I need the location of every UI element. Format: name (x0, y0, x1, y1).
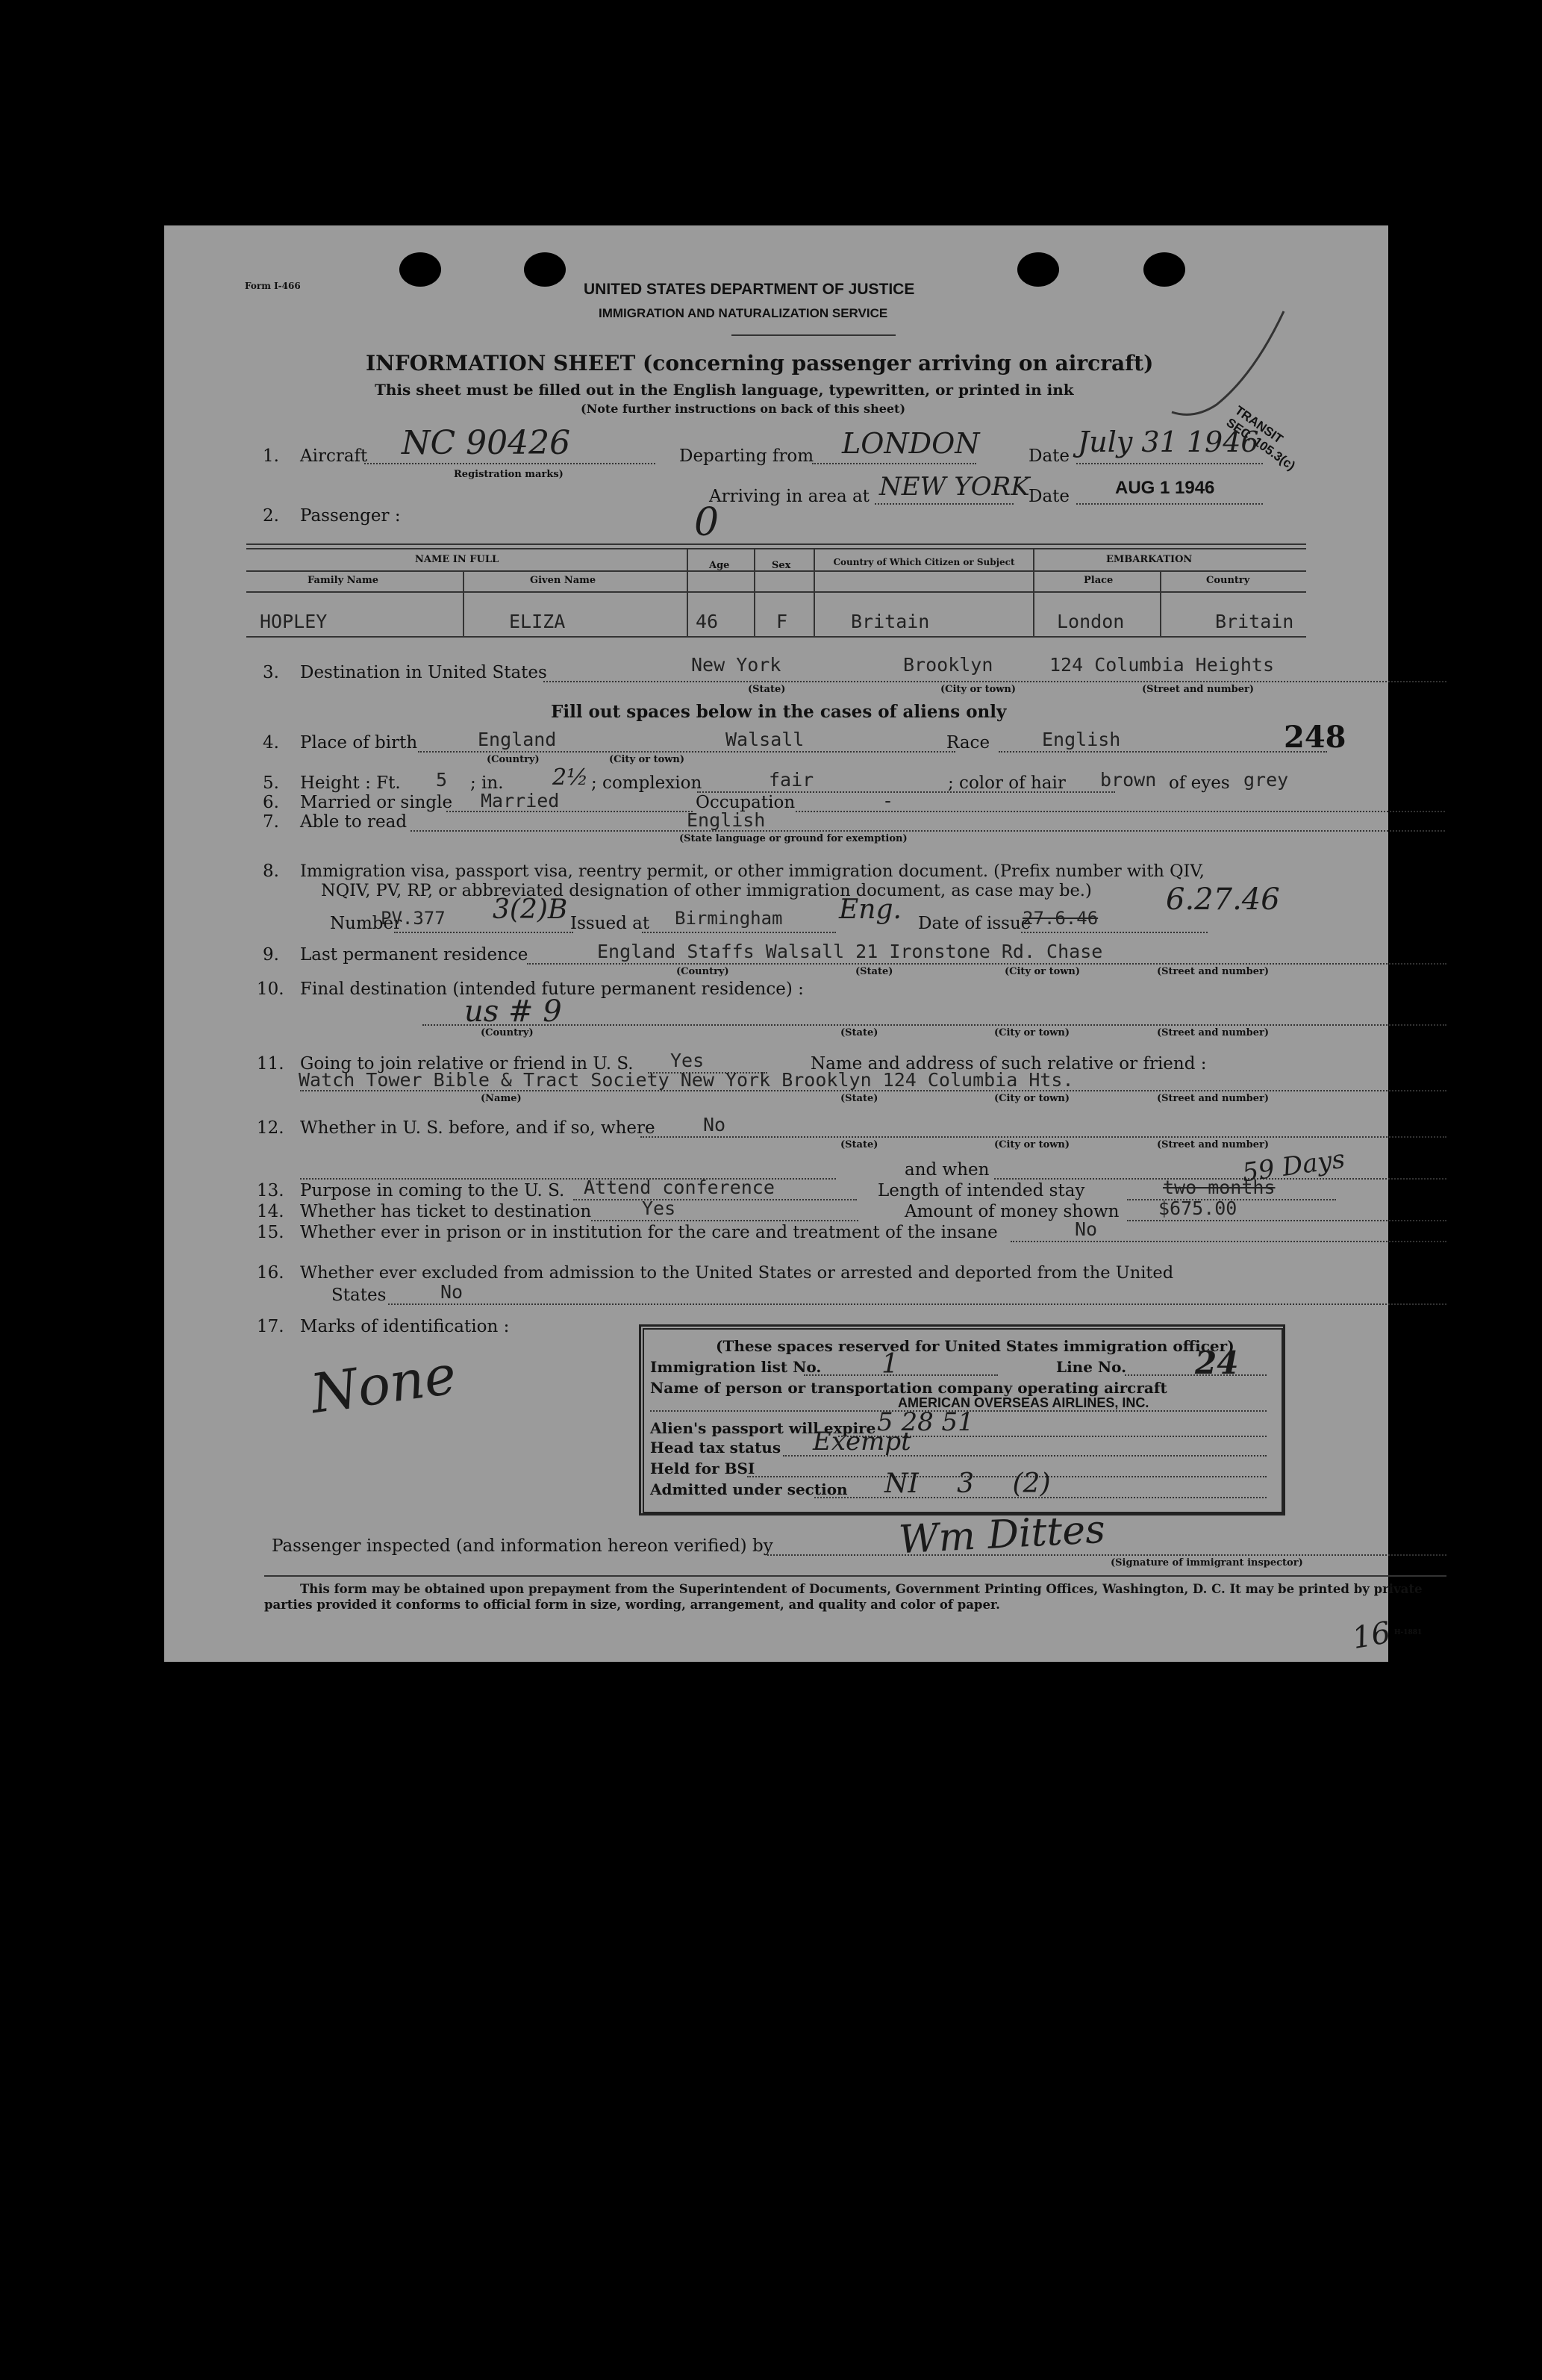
aliens-heading: Fill out spaces below in the cases of aliens only (551, 702, 1007, 722)
punch-hole (399, 252, 441, 287)
information-sheet (164, 225, 1423, 1662)
race-label: Race (946, 733, 990, 753)
citizen-value: Britain (851, 611, 930, 632)
marks-label: Marks of identification : (300, 1317, 510, 1336)
item-number: 2. (263, 506, 279, 526)
passenger-label: Passenger : (300, 506, 401, 526)
last-residence-label: Last permanent residence (300, 945, 528, 965)
punch-hole (1017, 252, 1059, 287)
handwritten-mark: 0 (694, 500, 720, 545)
city-caption: (City or town) (994, 1093, 1070, 1104)
visa-text-line-1: Immigration visa, passport visa, reentry permit, or other immigration document. (Prefix number with QIV, (300, 862, 1205, 881)
form-number: Form I-466 (245, 281, 301, 291)
punch-hole (524, 252, 566, 287)
item-number: 3. (263, 663, 279, 682)
fill-line (812, 463, 976, 464)
state-caption: (State) (748, 684, 786, 695)
item-number: 5. (263, 773, 279, 793)
able-to-read-value: English (687, 809, 766, 831)
married-value: Married (481, 790, 560, 811)
immigration-list-value: 1 (881, 1349, 899, 1380)
date-label: Date (1028, 446, 1070, 466)
issued-country-value: Eng. (839, 894, 902, 925)
stay-handwritten-value: 59 Days (1240, 1144, 1347, 1189)
occupation-label: Occupation (696, 793, 796, 812)
date-of-issue-label: Date of issue (918, 914, 1031, 933)
height-label: Height : Ft. (300, 773, 401, 793)
transit-stamp: TRANSIT SEC. 105.3(c) (1223, 403, 1298, 473)
street-caption: (Street and number) (1157, 1093, 1269, 1104)
operator-value: AMERICAN OVERSEAS AIRLINES, INC. (898, 1395, 1149, 1410)
fill-line (1076, 463, 1263, 464)
place-of-birth-label: Place of birth (300, 733, 418, 753)
excluded-label-line-1: Whether ever excluded from admission to the United States or arrested and deported from the United (300, 1263, 1174, 1283)
fill-line (591, 1220, 858, 1221)
fill-line (388, 1303, 1446, 1305)
item-number: 8. (263, 862, 279, 881)
country-caption: (Country) (481, 1027, 534, 1038)
final-destination-value: us # 9 (464, 994, 562, 1029)
item-number: 17. (257, 1317, 284, 1336)
destination-street-value: 124 Columbia Heights (1049, 654, 1275, 676)
destination-state-value: New York (691, 654, 781, 676)
street-caption: (Street and number) (1142, 684, 1254, 695)
instructions-note: (Note further instructions on back of this sheet) (581, 402, 906, 416)
embarkation-header: EMBARKATION (1106, 554, 1193, 565)
inches-label: ; in. (470, 773, 504, 793)
department-title: UNITED STATES DEPARTMENT OF JUSTICE (584, 281, 915, 298)
complexion-value: fair (769, 769, 814, 791)
departing-value: LONDON (842, 427, 980, 460)
country-header: Country (1206, 575, 1250, 586)
street-caption: (Street and number) (1157, 1139, 1269, 1150)
operator-label: Name of person or transportation company operating aircraft (650, 1379, 1167, 1397)
state-caption: (State) (840, 1027, 878, 1038)
occupation-value: - (882, 790, 894, 811)
item-number: 13. (257, 1181, 284, 1200)
visa-class-value: 3(2)B (493, 894, 568, 925)
money-label: Amount of money shown (905, 1202, 1120, 1221)
item-number: 7. (263, 812, 279, 832)
before-where-value: No (703, 1114, 726, 1136)
and-when-label: and when (905, 1160, 990, 1180)
hair-color-label: ; color of hair (948, 773, 1066, 793)
sex-header: Sex (772, 560, 791, 571)
country-caption: (Country) (487, 754, 540, 765)
final-destination-label: Final destination (intended future permanent residence) : (300, 979, 804, 999)
length-of-stay-label: Length of intended stay (878, 1181, 1085, 1200)
divider (731, 334, 896, 336)
given-name-header: Given Name (530, 575, 596, 586)
able-to-read-label: Able to read (300, 812, 408, 832)
name-in-full-header: NAME IN FULL (415, 554, 499, 565)
money-value: $675.00 (1158, 1197, 1237, 1219)
fill-line (543, 681, 1446, 682)
complexion-label: ; complexion (591, 773, 702, 793)
item-number: 1. (263, 446, 279, 466)
relative-name-address-label: Name and address of such relative or friend : (811, 1054, 1207, 1074)
visa-text-line-2: NQIV, PV, RP, or abbreviated designation of other immigration document, as case may be.) (321, 881, 1092, 900)
city-caption: (City or town) (994, 1027, 1070, 1038)
footer-text: This form may be obtained upon prepayment from the Superintendent of Documents, Government Printing Offices, Washington, D. C. It may be printed by private parties provided it conforms to official form in size, wording, arrangement, and quality and color of paper. (264, 1582, 1423, 1612)
purpose-value: Attend conference (584, 1177, 775, 1198)
fill-line (1076, 503, 1263, 505)
street-caption: (Street and number) (1157, 1027, 1269, 1038)
race-value: English (1042, 729, 1121, 750)
date-of-issue-value: 27.6.46 (1023, 908, 1099, 929)
fill-line (875, 503, 1014, 505)
ticket-value: Yes (642, 1197, 676, 1219)
street-caption: (Street and number) (1157, 966, 1269, 977)
item-number: 6. (263, 793, 279, 812)
embarkation-place-value: London (1057, 611, 1125, 632)
registration-marks-label: Registration marks) (454, 469, 564, 480)
item-number: 16. (257, 1263, 284, 1283)
fill-line (527, 963, 1446, 965)
fill-line (640, 1136, 1446, 1138)
place-header: Place (1084, 575, 1114, 586)
depart-date-value: July 31 1946 (1078, 426, 1259, 458)
country-citizen-header: Country of Which Citizen or Subject (833, 557, 1015, 567)
arriving-label: Arriving in area at (709, 487, 870, 506)
race-code-value: 248 (1284, 720, 1346, 755)
married-label: Married or single (300, 793, 453, 812)
passport-expire-label: Alien's passport will expire (650, 1419, 876, 1437)
visa-number-label: Number (330, 914, 402, 933)
excluded-value: No (440, 1281, 463, 1303)
height-in-value: 2½ (552, 764, 589, 791)
inspected-by-label: Passenger inspected (and information hereon verified) by (272, 1536, 773, 1556)
state-caption: (State) (855, 966, 893, 977)
arrive-date-stamp: AUG 1 1946 (1115, 478, 1215, 498)
issued-at-value: Birmingham (675, 908, 783, 929)
service-title: IMMIGRATION AND NATURALIZATION SERVICE (599, 306, 888, 320)
destination-city-value: Brooklyn (903, 654, 993, 676)
arriving-value: NEW YORK (879, 472, 1030, 502)
item-number: 9. (263, 945, 279, 965)
destination-label: Destination in United States (300, 663, 547, 682)
fill-line (418, 751, 955, 753)
age-value: 46 (696, 611, 719, 632)
page-title: INFORMATION SHEET (concerning passenger arriving on aircraft) (366, 351, 1154, 376)
fill-line (364, 463, 655, 464)
punch-hole (1143, 252, 1185, 287)
inspector-signature: Wm Dittes (897, 1507, 1107, 1563)
head-tax-label: Head tax status (650, 1439, 781, 1457)
item-number: 10. (257, 979, 284, 999)
fill-line (411, 830, 1445, 832)
sex-value: F (776, 611, 788, 632)
fill-line (573, 1199, 857, 1200)
fill-line (642, 932, 836, 933)
aircraft-label: Aircraft (300, 446, 368, 466)
item-number: 12. (257, 1118, 284, 1138)
birth-country-value: England (478, 729, 557, 750)
given-name-value: ELIZA (509, 611, 566, 632)
departing-label: Departing from (679, 446, 814, 466)
fill-line (1011, 1241, 1446, 1242)
aircraft-value: NC 90426 (402, 424, 571, 462)
item-number: 14. (257, 1202, 284, 1221)
state-caption: (State) (840, 1093, 878, 1104)
state-language-caption: (State language or ground for exemption) (679, 833, 908, 844)
prison-value: No (1075, 1218, 1098, 1240)
page-mark: 16 (1349, 1615, 1393, 1657)
fill-line (1127, 1220, 1446, 1221)
prison-label: Whether ever in prison or in institution for the care and treatment of the insane (300, 1223, 998, 1242)
city-caption: (City or town) (1005, 966, 1081, 977)
purpose-label: Purpose in coming to the U. S. (300, 1181, 565, 1200)
whether-before-label: Whether in U. S. before, and if so, where (300, 1118, 655, 1138)
hair-color-value: brown (1100, 769, 1157, 791)
head-tax-value: Exempt (813, 1427, 911, 1457)
last-residence-value: England Staffs Walsall 21 Ironstone Rd. Chase (597, 941, 1103, 962)
fill-line (999, 751, 1327, 753)
excluded-label-line-2: States (331, 1286, 387, 1305)
state-caption: (State) (840, 1139, 878, 1150)
country-caption: (Country) (676, 966, 729, 977)
age-header: Age (709, 560, 730, 571)
admitted-section-value: NI 3 (2) (884, 1468, 1051, 1499)
item-number: 4. (263, 733, 279, 753)
eyes-value: grey (1243, 769, 1289, 791)
fill-line (767, 1554, 1446, 1556)
fill-line (422, 1024, 1446, 1026)
eyes-label: of eyes (1169, 773, 1230, 793)
city-caption: (City or town) (994, 1139, 1070, 1150)
officer-heading: (These spaces reserved for United States immigration officer) (716, 1337, 1234, 1355)
fill-line (394, 932, 573, 933)
passport-expire-value: 5 28 51 (877, 1407, 974, 1437)
item-number: 15. (257, 1223, 284, 1242)
line-no-label: Line No. (1056, 1358, 1127, 1376)
visa-number-value: PV.377 (381, 908, 446, 929)
name-caption: (Name) (481, 1093, 522, 1104)
held-bsi-label: Held for BSI (650, 1460, 755, 1477)
marks-value: None (307, 1342, 461, 1426)
family-name-header: Family Name (308, 575, 378, 586)
relative-value: Watch Tower Bible & Tract Society New York Brooklyn 124 Columbia Hts. (299, 1069, 1074, 1091)
immigration-list-label: Immigration list No. (650, 1358, 822, 1376)
going-to-join-label: Going to join relative or friend in U. S. (300, 1054, 634, 1074)
admitted-under-label: Admitted under section (650, 1480, 848, 1498)
going-to-join-value: Yes (670, 1050, 705, 1071)
has-ticket-label: Whether has ticket to destination (300, 1202, 592, 1221)
fill-line (1021, 932, 1208, 933)
signature-caption: (Signature of immigrant inspector) (1111, 1557, 1303, 1569)
issued-at-label: Issued at (570, 914, 650, 933)
city-caption: (City or town) (609, 754, 685, 765)
family-name-value: HOPLEY (260, 611, 328, 632)
officer-box (639, 1324, 1285, 1515)
item-number: 11. (257, 1054, 284, 1074)
birth-city-value: Walsall (725, 729, 805, 750)
date-label: Date (1028, 487, 1070, 506)
pencil-stroke (1164, 308, 1291, 427)
divider (264, 1575, 1446, 1577)
height-ft-value: 5 (436, 769, 448, 791)
city-caption: (City or town) (940, 684, 1017, 695)
subtitle: This sheet must be filled out in the English language, typewritten, or printed in ink (375, 381, 1074, 399)
line-no-value: 24 (1195, 1345, 1239, 1381)
date-of-issue-handwritten: 6.27.46 (1166, 882, 1280, 917)
length-of-stay-value: two months (1163, 1177, 1276, 1198)
embarkation-country-value: Britain (1215, 611, 1294, 632)
footer-code: H-1881 (1394, 1629, 1423, 1636)
